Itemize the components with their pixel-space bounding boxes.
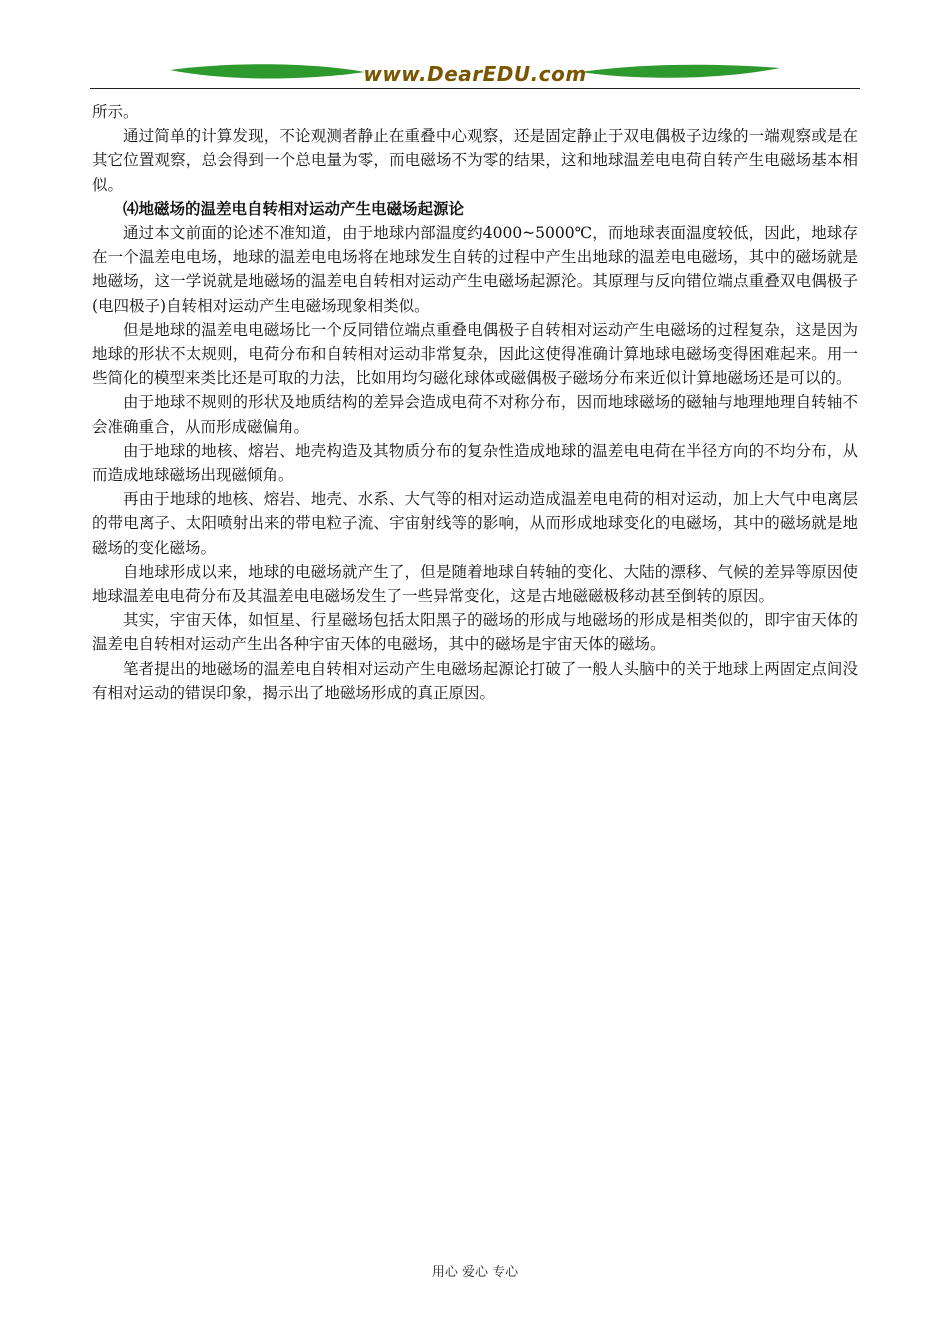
page-footer: 用心 爱心 专心 — [431, 1265, 519, 1280]
paragraph: 其实，宇宙天体，如恒星、行星磁场包括太阳黑子的磁场的形成与地磁场的形成是相类似的，即宇宙天体的温差电自转相对运动产生出各种宇宙天体的电磁场，其中的磁场是宇宙天体的磁场。 — [92, 611, 858, 654]
paragraph: 所示。 — [92, 103, 139, 121]
document-body — [92, 100, 858, 705]
paragraph: 但是地球的温差电电磁场比一个反同错位端点重叠电偶极子自转相对运动产生电磁场的过程复杂，这是因为地球的形状不太规则，电荷分布和自转相对运动非常复杂，因此这使得准确计算地球电磁场变得困难起来。用一些简化的模型来类比还是可取的力法，比如用均匀磁化球体或磁偶极子磁场分布来近似计算地磁场还是可以的。 — [92, 320, 858, 388]
site-logo-text: www.DearEDU.com — [363, 62, 587, 86]
paragraph: 由于地球的地核、熔岩、地壳构造及其物质分布的复杂性造成地球的温差电电荷在半径方向的不均分布，从而造成地球磁场出现磁倾角。 — [92, 441, 858, 485]
paragraph: 自地球形成以来，地球的电磁场就产生了，但是随着地球自转轴的变化、大陆的漂移、气候的差异等原因使地球温差电电荷分布及其温差电电磁场发生了一些异常变化，这是古地磁磁极移动甚至倒转的原因。 — [92, 562, 858, 606]
paragraph: 通过简单的计算发现，不论观测者静止在重叠中心观察，还是固定静止于双电偶极子边缘的一端观察或是在其它位置观察，总会得到一个总电量为零，而电磁场不为零的结果，这和地球温差电电荷自转产生电磁场基本相似。 — [92, 127, 858, 194]
paragraph: 笔者提出的地磁场的温差电自转相对运动产生电磁场起源论打破了一般人头脑中的关于地球上两固定点间没有相对运动的错误印象，揭示出了地磁场形成的真正原因。 — [92, 659, 858, 702]
header-divider — [90, 88, 860, 89]
section-heading: ⑷地磁场的温差电自转相对运动产生电磁场起源论 — [123, 199, 465, 218]
paragraph: 再由于地球的地核、熔岩、地壳、水系、大气等的相对运动造成温差电电荷的相对运动，加上大气中电离层的带电离子、太阳喷射出来的带电粒子流、宇宙射线等的影响，从而形成地球变化的电磁场，其中的磁场就是地磁场的变化磁场。 — [92, 490, 858, 557]
page-header — [90, 58, 860, 90]
paragraph: 通过本文前面的论述不准知道，由于地球内部温度约4000~5000℃，而地球表面温度较低，因此，地球存在一个温差电电场，地球的温差电电场将在地球发生自转的过程中产生出地球的温差电电磁场，其中的磁场就是地磁场，这一学说就是地磁场的温差电自转相对运动产生电磁场起源沦。其原理与反向错位端点重叠双电偶极子(电四极子)自转相对运动产生电磁场现象相类似。 — [92, 224, 858, 315]
paragraph: 由于地球不规则的形状及地质结构的差异会造成电荷不对称分布，因而地球磁场的磁轴与地理地理自转轴不会准确重合，从而形成磁偏角。 — [92, 393, 858, 436]
